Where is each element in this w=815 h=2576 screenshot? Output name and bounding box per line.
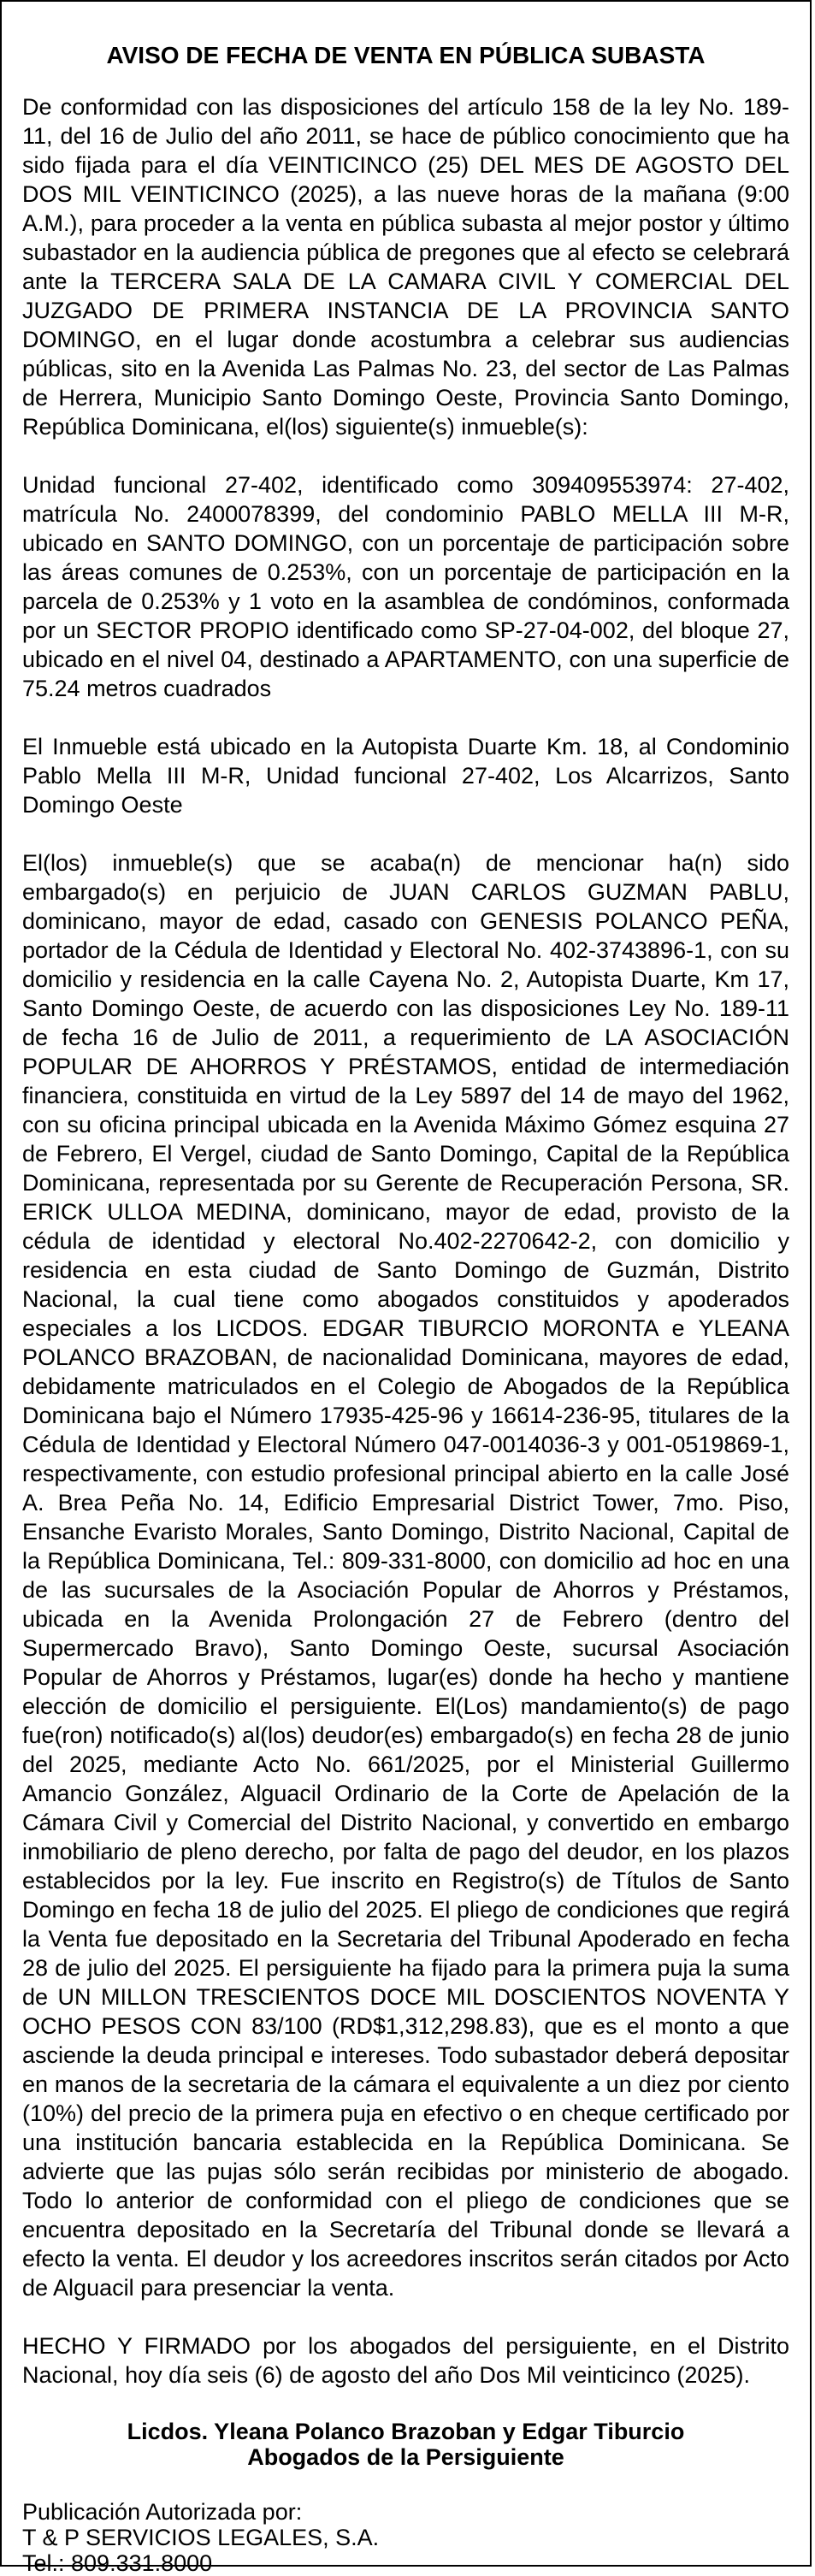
- notice-title: AVISO DE FECHA DE VENTA EN PÚBLICA SUBASTA: [106, 42, 706, 68]
- publication-footer: [22, 2499, 789, 2576]
- paragraph-property-location: El Inmueble está ubicado en la Autopista Duarte Km. 18, al Condominio Pablo Mella III M-R, Unidad funcional 27-402, Los Alcarrizos, Santo Domingo Oeste: [22, 734, 789, 818]
- footer-phone: Tel.: 809.331.8000: [22, 2550, 213, 2576]
- signature-role: Abogados de la Persiguiente: [247, 2444, 564, 2470]
- paragraph-property-description: Unidad funcional 27-402, identificado como 309409553974: 27-402, matrícula No. 2400078399, del condominio PABLO MELLA III M-R, ubicado en SANTO DOMINGO, con un porcentaje de participación sobre las áreas comunes de 0.253%, con un porcentaje de participación en la parcela de 0.253% y 1 voto en la asamblea de condóminos, conformada por un SECTOR PROPIO identificado como SP-27-04-002, del bloque 27, ubicado en el nivel 04, destinado a APARTAMENTO, con una superficie de 75.24 metros cuadrados: [22, 472, 789, 701]
- footer-authorized-label: Publicación Autorizada por:: [22, 2499, 303, 2525]
- paragraph-seizure-details: El(los) inmueble(s) que se acaba(n) de mencionar ha(n) sido embargado(s) en perjuicio de JUAN CARLOS GUZMAN PABLU, dominicano, mayor de edad, casado con GENESIS POLANCO PEÑA, portador de la Cédula de Identidad y Electoral No. 402-3743896-1, con su domicilio y residencia en la calle Cayena No. 2, Autopista Duarte, Km 17, Santo Domingo Oeste, de acuerdo con las disposiciones Ley No. 189-11 de fecha 16 de Julio de 2011, a requerimiento de LA ASOCIACIÓN POPULAR DE AHORROS Y PRÉSTAMOS, entidad de intermediación financiera, constituida en virtud de la Ley 5897 del 14 de mayo del 1962, con su oficina principal ubicada en la Avenida Máximo Gómez esquina 27 de Febrero, El Vergel, ciudad de Santo Domingo, Capital de la República Dominicana, representada por su Gerente de Recuperación Persona, SR. ERICK ULLOA MEDINA, dominicano, mayor de edad, provisto de la cédula de identidad y electoral No.402-2270642-2, con domicilio y residencia en esta ciudad de Santo Domingo de Guzmán, Distrito Nacional, la cual tiene como abogados constituidos y apoderados especiales a los LICDOS. EDGAR TIBURCIO MORONTA e YLEANA POLANCO BRAZOBAN, de nacionalidad Dominicana, mayores de edad, debidamente matriculados en el Colegio de Abogados de la República Dominicana bajo el Número 17935-425-96 y 16614-236-95, titulares de la Cédula de Identidad y Electoral Número 047-0014036-3 y 001-0519869-1, respectivamente, con estudio profesional principal abierto en la calle José A. Brea Peña No. 14, Edificio Empresarial District Tower, 7mo. Piso, Ensanche Evaristo Morales, Santo Domingo, Distrito Nacional, Capital de la República Dominicana, Tel.: 809-331-8000, con domicilio ad hoc en una de las sucursales de la Asociación Popular de Ahorros y Préstamos, ubicada en la Avenida Prolongación 27 de Febrero (dentro del Supermercado Bravo), Santo Domingo Oeste, sucursal Asociación Popular de Ahorros y Préstamos, lugar(es) donde ha hecho y mantiene elección de domicilio el persiguiente. El(Los) mandamiento(s) de pago fue(ron) notificado(s) al(los) deudor(es) embargado(s) en fecha 28 de junio del 2025, mediante Acto No. 661/2025, por el Ministerial Guillermo Amancio González, Alguacil Ordinario de la Corte de Apelación de la Cámara Civil y Comercial del Distrito Nacional, y convertido en embargo inmobiliario de pleno derecho, por falta de pago del deudor, en los plazos establecidos por la ley. Fue inscrito en Registro(s) de Títulos de Santo Domingo en fecha 18 de julio del 2025. El pliego de condiciones que regirá la Venta fue depositado en la Secretaria del Tribunal Apoderado en fecha 28 de julio del 2025. El persiguiente ha fijado para la primera puja la suma de UN MILLON TRESCIENTOS DOCE MIL DOSCIENTOS NOVENTA Y OCHO PESOS CON 83/100 (RD$1,312,298.83), que es el monto a que asciende la deuda principal e intereses. Todo subastador deberá depositar en manos de la secretaria de la cámara el equivalente a un diez por ciento (10%) del precio de la primera puja en efectivo o en cheque certificado por una institución bancaria establecida en la República Dominicana. Se advierte que las pujas sólo serán recibidas por ministerio de abogado. Todo lo anterior de conformidad con el pliego de condiciones que se encuentra depositado en la Secretaría del Tribunal donde se llevará a efecto la venta. El deudor y los acreedores inscritos serán citados por Acto de Alguacil para presenciar la venta.: [22, 850, 789, 2301]
- paragraph-sale-date: De conformidad con las disposiciones del artículo 158 de la ley No. 189-11, del 16 de Julio del año 2011, se hace de público conocimiento que ha sido fijada para el día VEINTICINCO (25) DEL MES DE AGOSTO DEL DOS MIL VEINTICINCO (2025), a las nueve horas de la mañana (9:00 A.M.), para proceder a la venta en pública subasta al mejor postor y último subastador en la audiencia pública de pregones que al efecto se celebrará ante la TERCERA SALA DE LA CAMARA CIVIL Y COMERCIAL DEL JUZGADO DE PRIMERA INSTANCIA DE LA PROVINCIA SANTO DOMINGO, en el lugar donde acostumbra a celebrar sus audiencias públicas, sito en la Avenida Las Palmas No. 23, del sector de Las Palmas de Herrera, Municipio Santo Domingo Oeste, Provincia Santo Domingo, República Dominicana, el(los) siguiente(s) inmueble(s):: [22, 94, 789, 440]
- footer-company-name: T & P SERVICIOS LEGALES, S.A.: [22, 2525, 380, 2550]
- signature-names: Licdos. Yleana Polanco Brazoban y Edgar Tiburcio: [127, 2419, 685, 2444]
- signature-block: [22, 2419, 789, 2470]
- paragraph-signed-statement: HECHO Y FIRMADO por los abogados del persiguiente, en el Distrito Nacional, hoy día seis (6) de agosto del año Dos Mil veinticinco (2025).: [22, 2333, 789, 2388]
